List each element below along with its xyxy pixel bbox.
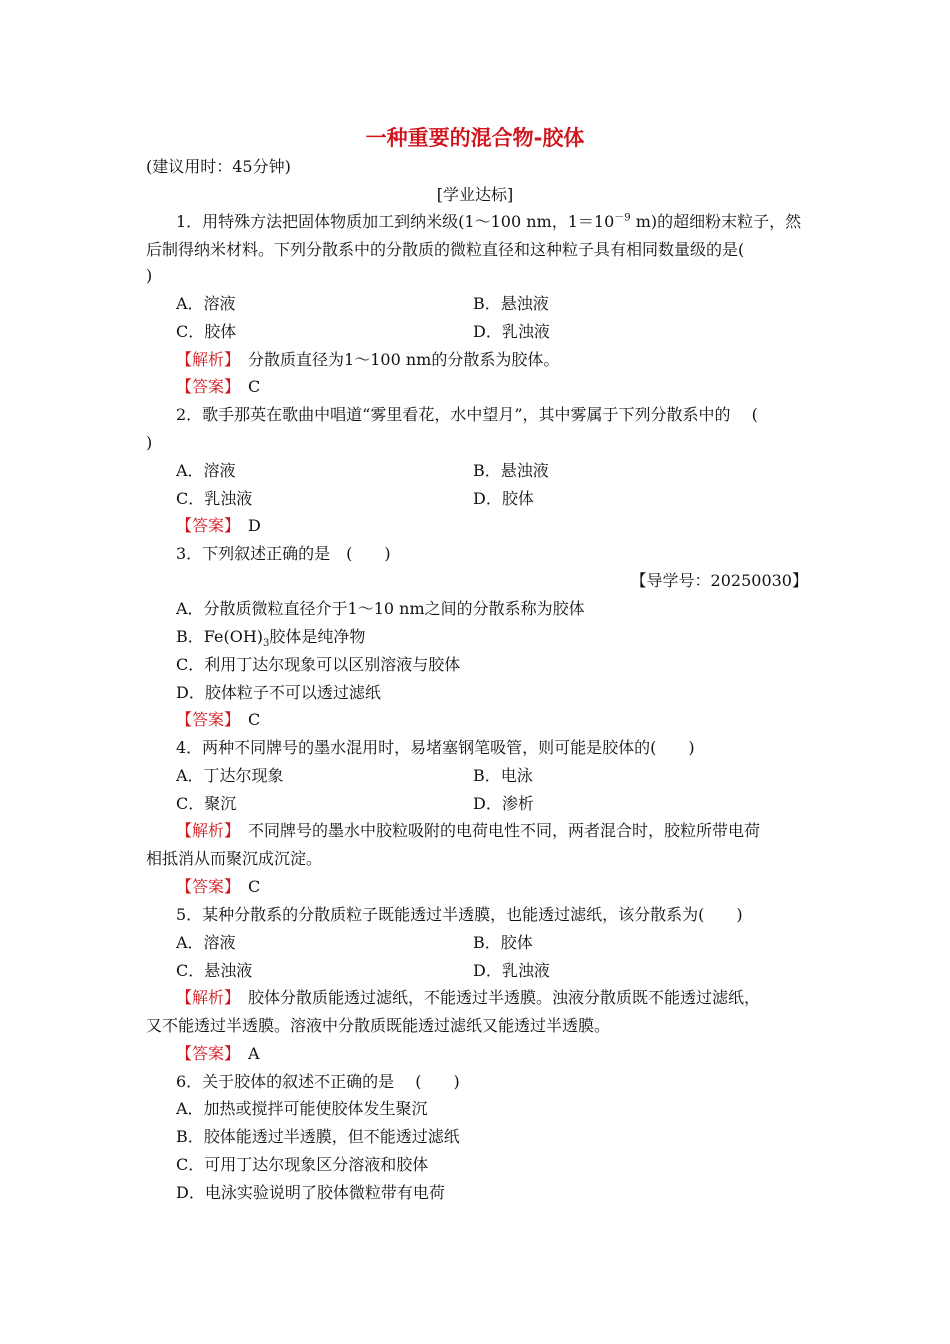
q6-option-d: D．电泳实验说明了胶体微粒带有电荷 (176, 1183, 445, 1202)
q5-analysis-line2: 又不能透过半透膜。溶液中分散质既能透过滤纸又能透过半透膜。 (146, 1016, 611, 1035)
q1-analysis: 【解析】 分散质直径为1～100 nm的分散系为胶体。 (176, 350, 560, 369)
q6-option-a: A．加热或搅拌可能使胶体发生聚沉 (176, 1099, 428, 1118)
q3-option-a: A．分散质微粒直径介于1～10 nm之间的分散系称为胶体 (176, 599, 585, 618)
q4-option-b: B．电泳 (473, 766, 533, 785)
q4-option-d: D．渗析 (473, 794, 534, 813)
answer-tag: 【答案】 (176, 877, 233, 896)
q3-option-c: C．利用丁达尔现象可以区别溶液与胶体 (176, 655, 461, 674)
q5-option-c: C．悬浊液 (176, 961, 253, 980)
q1-stem-line3: ) (146, 266, 153, 285)
q4-stem: 4．两种不同牌号的墨水混用时，易堵塞钢笔吸管，则可能是胶体的( ) (176, 738, 695, 757)
q4-answer: 【答案】 C (176, 877, 261, 896)
q2-option-a: A．溶液 (176, 461, 236, 480)
q2-answer: 【答案】 D (176, 516, 261, 535)
q3-guide-number: 【导学号：20250030】 (630, 571, 808, 590)
q2-stem-line2: ) (146, 433, 153, 452)
answer-tag: 【答案】 (176, 377, 233, 396)
q5-option-b: B．胶体 (473, 933, 533, 952)
q6-stem: 6．关于胶体的叙述不正确的是 ( ) (176, 1072, 460, 1091)
q4-option-c: C．聚沉 (176, 794, 237, 813)
q4-analysis-line1: 【解析】 不同牌号的墨水中胶粒吸附的电荷电性不同，两者混合时，胶粒所带电荷 (176, 821, 761, 840)
q5-stem: 5．某种分散系的分散质粒子既能透过半透膜，也能透过滤纸，该分散系为( ) (176, 905, 743, 924)
q6-option-b: B．胶体能透过半透膜，但不能透过滤纸 (176, 1127, 460, 1146)
q2-stem-line1: 2．歌手那英在歌曲中唱道“雾里看花，水中望月”，其中雾属于下列分散系中的 ( (176, 405, 758, 424)
q2-option-d: D．胶体 (473, 489, 534, 508)
answer-tag: 【答案】 (176, 516, 233, 535)
section-heading: [学业达标] (436, 185, 514, 204)
q5-analysis-line1: 【解析】 胶体分散质能透过滤纸，不能透过半透膜。浊液分散质既不能透过滤纸， (176, 988, 761, 1007)
q1-option-c: C．胶体 (176, 322, 237, 341)
q1-option-a: A．溶液 (176, 294, 236, 313)
q1-option-d: D．乳浊液 (473, 322, 550, 341)
analysis-tag: 【解析】 (176, 350, 233, 369)
q3-option-d: D．胶体粒子不可以透过滤纸 (176, 683, 381, 702)
q1-option-b: B．悬浊液 (473, 294, 549, 313)
q1-answer: 【答案】 C (176, 377, 261, 396)
answer-tag: 【答案】 (176, 1044, 233, 1063)
analysis-tag: 【解析】 (176, 988, 233, 1007)
page-title: 一种重要的混合物-胶体 (365, 126, 585, 150)
q3-stem: 3．下列叙述正确的是 ( ) (176, 544, 391, 563)
q1-stem-line1: 1．用特殊方法把固体物质加工到纳米级(1～100 nm，$1=10^{-9}$ m)的超细粉末粒子，然 (176, 212, 802, 231)
q5-option-d: D．乳浊液 (473, 961, 550, 980)
q5-option-a: A．溶液 (176, 933, 236, 952)
q4-analysis-line2: 相抵消从而聚沉成沉淀。 (146, 849, 323, 868)
q2-option-b: B．悬浊液 (473, 461, 549, 480)
analysis-tag: 【解析】 (176, 821, 233, 840)
time-note: (建议用时：45分钟) (146, 157, 291, 176)
q1-stem-line2: 后制得纳米材料。下列分散系中的分散质的微粒直径和这种粒子具有相同数量级的是( (146, 240, 745, 259)
q3-answer: 【答案】 C (176, 710, 261, 729)
q6-option-c: C．可用丁达尔现象区分溶液和胶体 (176, 1155, 429, 1174)
q4-option-a: A．丁达尔现象 (176, 766, 284, 785)
q3-option-b: B．$Fe(OH)_3$胶体是纯净物 (176, 627, 366, 650)
q2-option-c: C．乳浊液 (176, 489, 253, 508)
q5-answer: 【答案】 A (176, 1044, 260, 1063)
answer-tag: 【答案】 (176, 710, 233, 729)
